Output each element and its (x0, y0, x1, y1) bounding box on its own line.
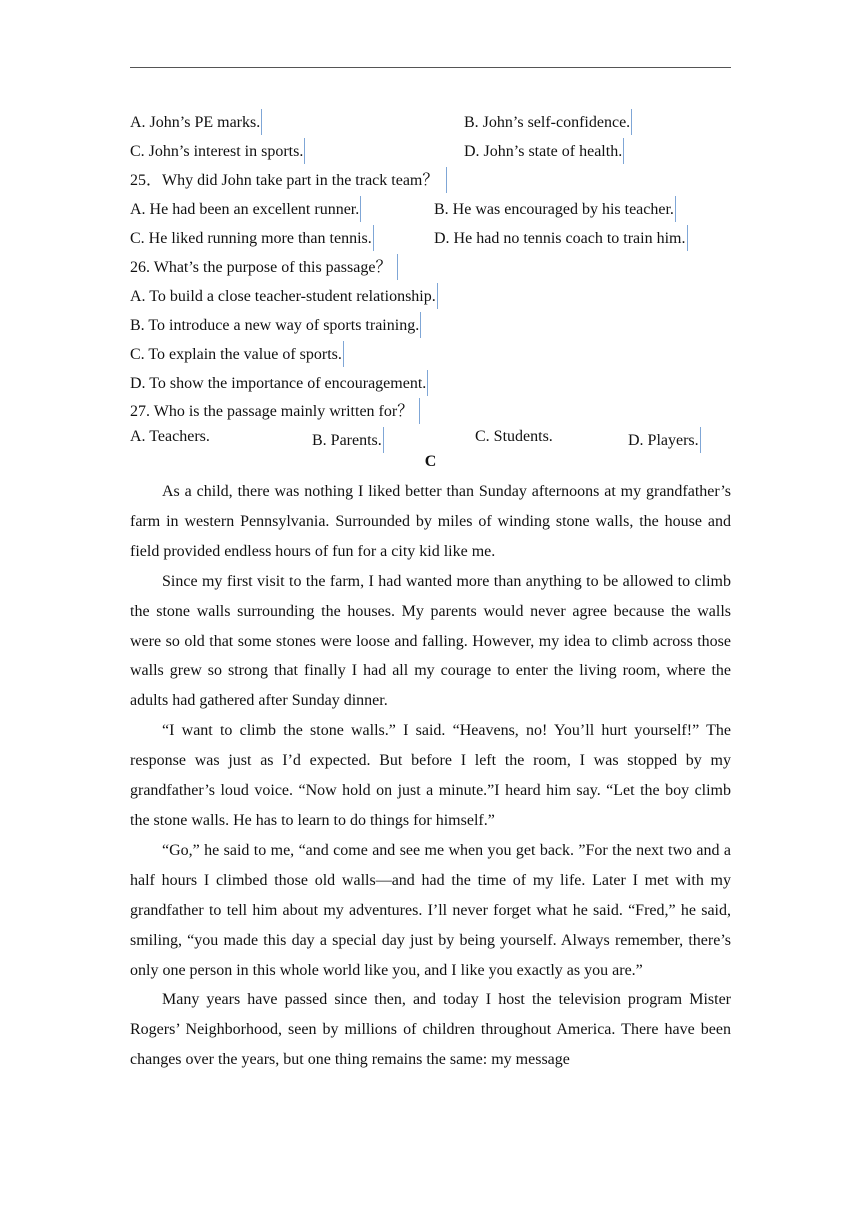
cursor-mark (687, 225, 688, 251)
q26-option-c: C. To explain the value of sports. (130, 341, 344, 367)
q27-option-c: C. Students. (475, 428, 553, 445)
q27-option-b: B. Parents. (312, 427, 384, 453)
q25-option-b: B. He was encouraged by his teacher. (434, 196, 676, 222)
cursor-mark (261, 109, 262, 135)
cursor-mark (360, 196, 361, 222)
cursor-mark (343, 341, 344, 367)
cursor-mark (623, 138, 624, 164)
q27-option-a: A. Teachers. (130, 428, 210, 445)
q27-stem: 27. Who is the passage mainly written for？ (130, 398, 420, 424)
cursor-mark (437, 283, 438, 309)
q25-option-a: A. He had been an excellent runner. (130, 196, 361, 222)
q24-option-d: D. John’s state of health. (464, 138, 624, 164)
passage-paragraph: “Go,” he said to me, “and come and see me when you get back. ”For the next two and a half hours I climbed those old walls—and had the time of my life. Later I met with my grandfather to tell him about my adventures. I’ll never forget what he said. “Fred,” he said, smiling, “you made this day a special day just by being yourself. Always remember, there’s only one person in this whole world like you, and I like you exactly as you are.” (130, 841, 731, 979)
q26-option-b: B. To introduce a new way of sports training. (130, 312, 421, 338)
cursor-mark (631, 109, 632, 135)
q25-stem: 25．Why did John take part in the track team？ (130, 167, 447, 193)
q27-option-d: D. Players. (628, 427, 701, 453)
passage-paragraph: “I want to climb the stone walls.” I said. “Heavens, no! You’ll hurt yourself!” The response was just as I’d expected. But before I left the room, I was stopped by my grandfather’s loud voice. “Now hold on just a minute.”I heard him say. “Let the boy climb the stone walls. He has to learn to do things for himself.” (130, 722, 731, 829)
cursor-mark (383, 427, 384, 453)
cursor-mark (419, 398, 420, 424)
passage-paragraph: As a child, there was nothing I liked better than Sunday afternoons at my grandfather’s farm in western Pennsylvania. Surrounded by miles of winding stone walls, the house and field provided endless hours of fun for a city kid like me. (130, 483, 731, 560)
q25-option-c: C. He liked running more than tennis. (130, 225, 374, 251)
cursor-mark (373, 225, 374, 251)
cursor-mark (446, 167, 447, 193)
q25-option-d: D. He had no tennis coach to train him. (434, 225, 688, 251)
q26-option-a: A. To build a close teacher-student relationship. (130, 283, 438, 309)
q26-option-d: D. To show the importance of encouragement. (130, 370, 428, 396)
q24-option-c: C. John’s interest in sports. (130, 138, 305, 164)
cursor-mark (304, 138, 305, 164)
q24-option-b: B. John’s self-confidence. (464, 109, 632, 135)
q24-option-a: A. John’s PE marks. (130, 109, 262, 135)
passage-body (130, 477, 731, 1075)
section-heading: C (424, 453, 437, 470)
q26-stem: 26. What’s the purpose of this passage？ (130, 254, 398, 280)
header-rule (130, 67, 731, 68)
cursor-mark (420, 312, 421, 338)
cursor-mark (675, 196, 676, 222)
cursor-mark (427, 370, 428, 396)
cursor-mark (397, 254, 398, 280)
passage-paragraph: Many years have passed since then, and today I host the television program Mister Rogers’ Neighborhood, seen by millions of children throughout America. There have been changes over the years, but one thing remains the same: my message (130, 991, 731, 1069)
passage-paragraph: Since my first visit to the farm, I had wanted more than anything to be allowed to climb the stone walls surrounding the houses. My parents would never agree because the walls were so old that some stones were loose and falling. However, my idea to climb across those walls grew so strong that finally I had all my courage to enter the living room, where the adults had gathered after Sunday dinner. (130, 572, 731, 710)
cursor-mark (700, 427, 701, 453)
